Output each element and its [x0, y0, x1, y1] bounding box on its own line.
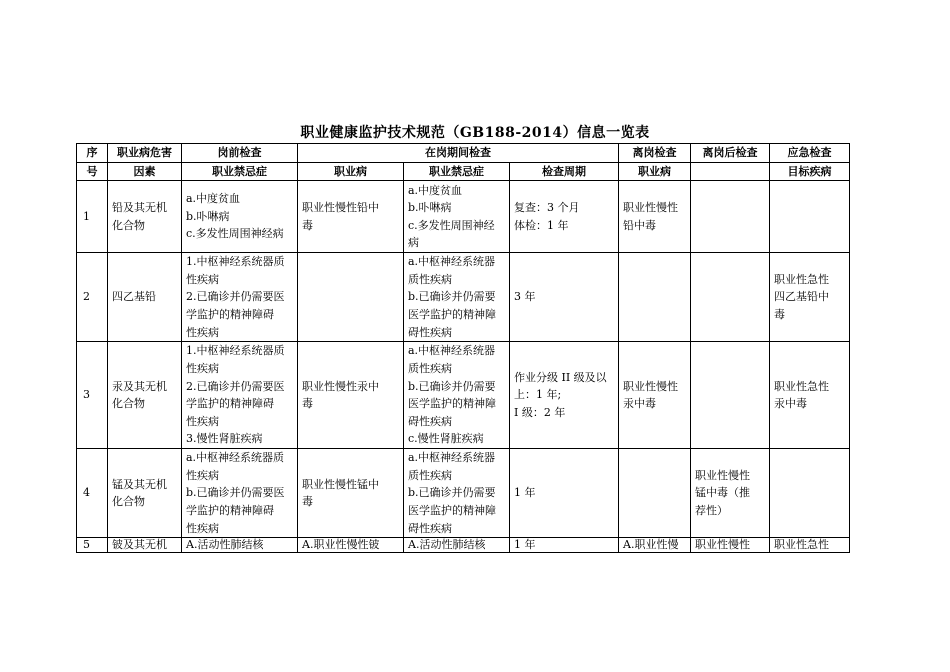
cell-line: 质性疾病: [408, 272, 452, 286]
cell-leave-disease: [619, 253, 691, 342]
cell-line: 锰及其无机: [112, 477, 167, 491]
cell-line: A.活动性肺结核: [186, 538, 264, 552]
cell-leave-disease: [619, 449, 691, 538]
cell-onjob-contraindication: [404, 181, 510, 253]
cell-line: b.已确诊并仍需要: [408, 290, 496, 304]
cell-line: 职业性慢性: [695, 538, 751, 552]
cell-leave-disease: [619, 342, 691, 449]
cell-line: b.已确诊并仍需要: [408, 486, 496, 500]
header-emergency: 应急检查: [770, 144, 850, 163]
table-row: [77, 253, 850, 342]
cell-line: 铍及其无机: [112, 538, 167, 552]
cell-preemployment-contraindication: [182, 538, 298, 553]
header-onjob: 在岗期间检查: [298, 144, 619, 163]
header-sub-period: 检查周期: [510, 162, 619, 181]
cell-line: a.中度贫血: [186, 192, 241, 206]
header-sub-disease-onjob: 职业病: [298, 162, 404, 181]
cell-check-period: [510, 449, 619, 538]
cell-line: 四乙基铅: [112, 290, 156, 304]
cell-line: 职业性急性: [774, 272, 830, 286]
cell-emergency-target: [770, 449, 850, 538]
cell-line: 2.已确诊并仍需要医: [186, 379, 285, 393]
header-hazard-top: 职业病危害: [108, 144, 182, 163]
cell-check-period: [510, 253, 619, 342]
cell-line: 体检：1 年: [514, 218, 569, 232]
cell-line: c.多发性周围神经病: [186, 227, 284, 241]
cell-line: 学监护的精神障碍: [186, 307, 274, 321]
cell-line: c.多发性周围神经: [408, 218, 495, 232]
cell-line: 铅及其无机: [112, 201, 167, 215]
cell-line: b.卟啉病: [408, 201, 452, 215]
cell-line: 性疾病: [186, 521, 219, 535]
cell-check-period: [510, 538, 619, 553]
cell-preemployment-contraindication: [182, 253, 298, 342]
cell-line: 性疾病: [186, 468, 219, 482]
cell-emergency-target: [770, 181, 850, 253]
cell-onjob-disease: [298, 449, 404, 538]
cell-postleave: [691, 181, 770, 253]
cell-line: 性疾病: [186, 362, 219, 375]
cell-onjob-disease: [298, 253, 404, 342]
cell-line: A.活动性肺结核: [408, 538, 486, 552]
cell-hazard: [108, 181, 182, 253]
header-sub-empty: [691, 162, 770, 181]
cell-line: a.中度贫血: [408, 183, 463, 197]
cell-line: 化合物: [112, 397, 145, 411]
cell-line: 汞及其无机: [112, 379, 167, 393]
header-leave: 离岗检查: [619, 144, 691, 163]
cell-line: 职业性慢性: [623, 201, 679, 215]
cell-line: 职业性慢性铅中: [302, 201, 379, 215]
cell-line: 汞中毒: [623, 397, 657, 411]
cell-line: b.已确诊并仍需要: [408, 379, 496, 393]
cell-line: 毒: [302, 218, 313, 232]
header-preemployment: 岗前检查: [182, 144, 298, 163]
cell-line: a.中枢神经系统器质: [186, 451, 285, 465]
cell-preemployment-contraindication: [182, 342, 298, 449]
cell-line: 碍性疾病: [408, 521, 452, 535]
cell-postleave: [691, 449, 770, 538]
cell-line: 碍性疾病: [408, 414, 452, 428]
cell-hazard: [108, 538, 182, 553]
header-no-bottom: 号: [77, 162, 108, 181]
table-row: [77, 181, 850, 253]
header-no-top: 序: [77, 144, 108, 163]
cell-line: 性疾病: [186, 325, 219, 339]
header-sub-contraindication-onjob: 职业禁忌症: [404, 162, 510, 181]
cell-hazard: [108, 253, 182, 342]
cell-line: 毒: [774, 307, 786, 321]
cell-line: 医学监护的精神障: [408, 503, 496, 517]
cell-line: c.慢性肾脏疾病: [408, 432, 484, 446]
cell-line: 化合物: [112, 218, 145, 232]
cell-line: 职业性慢性: [623, 379, 679, 393]
cell-line: 锰中毒（推: [695, 486, 751, 500]
cell-line: 1.中枢神经系统器质: [186, 344, 285, 358]
cell-line: 铅中毒: [623, 218, 657, 232]
header-sub-target: 目标疾病: [770, 162, 850, 181]
cell-postleave: [691, 253, 770, 342]
cell-line: 作业分级 II 级及以: [514, 370, 607, 384]
cell-line: 1 年: [514, 538, 536, 552]
cell-check-period: [510, 181, 619, 253]
cell-line: 职业性慢性锰中: [302, 477, 379, 491]
cell-line: 质性疾病: [408, 468, 452, 482]
cell-line: A.职业性慢: [623, 538, 679, 552]
cell-leave-disease: [619, 538, 691, 553]
cell-line: 复查：3 个月: [514, 201, 580, 215]
cell-line: b.已确诊并仍需要医: [186, 486, 285, 500]
cell-preemployment-contraindication: [182, 181, 298, 253]
cell-no: 2: [77, 253, 108, 342]
cell-onjob-disease: [298, 342, 404, 449]
cell-line: a.中枢神经系统器: [408, 255, 496, 269]
cell-onjob-contraindication: [404, 449, 510, 538]
cell-line: 碍性疾病: [408, 325, 452, 339]
header-postleave: 离岗后检查: [691, 144, 770, 163]
cell-line: 1.中枢神经系统器质: [186, 255, 285, 269]
cell-check-period: [510, 342, 619, 449]
cell-emergency-target: [770, 538, 850, 553]
header-hazard-bottom: 因素: [108, 162, 182, 181]
cell-line: 化合物: [112, 495, 145, 509]
cell-line: 学监护的精神障碍: [186, 503, 274, 517]
cell-line: 性疾病: [186, 414, 219, 428]
cell-emergency-target: [770, 342, 850, 449]
cell-line: 性疾病: [186, 272, 219, 286]
cell-line: 上：1 年;: [514, 388, 562, 402]
cell-onjob-disease: [298, 538, 404, 553]
cell-onjob-contraindication: [404, 538, 510, 553]
table-row: [77, 538, 850, 553]
cell-line: 3.慢性肾脏疾病: [186, 432, 263, 446]
cell-line: 汞中毒: [774, 397, 808, 411]
cell-line: b.卟啉病: [186, 209, 230, 223]
cell-emergency-target: [770, 253, 850, 342]
cell-line: 职业性急性: [774, 538, 830, 552]
header-sub-disease-leave: 职业病: [619, 162, 691, 181]
cell-line: 毒: [302, 397, 313, 411]
cell-line: 3 年: [514, 290, 536, 304]
cell-line: A.职业性慢性铍: [302, 538, 380, 552]
cell-onjob-disease: [298, 181, 404, 253]
document-title: 职业健康监护技术规范（GB188-2014）信息一览表: [300, 125, 650, 141]
cell-line: 医学监护的精神障: [408, 307, 496, 321]
cell-line: 2.已确诊并仍需要医: [186, 290, 285, 304]
cell-line: 1 年: [514, 486, 536, 500]
cell-onjob-contraindication: [404, 342, 510, 449]
cell-leave-disease: [619, 181, 691, 253]
cell-line: 质性疾病: [408, 362, 452, 375]
header-sub-contraindication-pre: 职业禁忌症: [182, 162, 298, 181]
cell-postleave: [691, 538, 770, 553]
cell-hazard: [108, 449, 182, 538]
cell-line: 医学监护的精神障: [408, 397, 496, 411]
cell-line: 病: [408, 236, 419, 250]
cell-no: 1: [77, 181, 108, 253]
cell-line: 学监护的精神障碍: [186, 397, 274, 411]
occupational-health-table: [76, 143, 850, 553]
cell-no: 3: [77, 342, 108, 449]
cell-line: 职业性慢性汞中: [302, 379, 379, 393]
cell-line: I 级：2 年: [514, 405, 566, 419]
cell-hazard: [108, 342, 182, 449]
cell-line: 毒: [302, 495, 313, 509]
cell-postleave: [691, 342, 770, 449]
cell-no: 5: [77, 538, 108, 553]
cell-line: 职业性慢性: [695, 468, 751, 482]
cell-line: 荐性）: [695, 503, 729, 517]
cell-no: 4: [77, 449, 108, 538]
cell-onjob-contraindication: [404, 253, 510, 342]
table-row: [77, 342, 850, 449]
cell-line: a.中枢神经系统器: [408, 451, 496, 465]
cell-line: 职业性急性: [774, 379, 830, 393]
cell-line: a.中枢神经系统器: [408, 344, 496, 358]
cell-preemployment-contraindication: [182, 449, 298, 538]
table-row: [77, 449, 850, 538]
cell-line: 四乙基铅中: [774, 290, 830, 304]
